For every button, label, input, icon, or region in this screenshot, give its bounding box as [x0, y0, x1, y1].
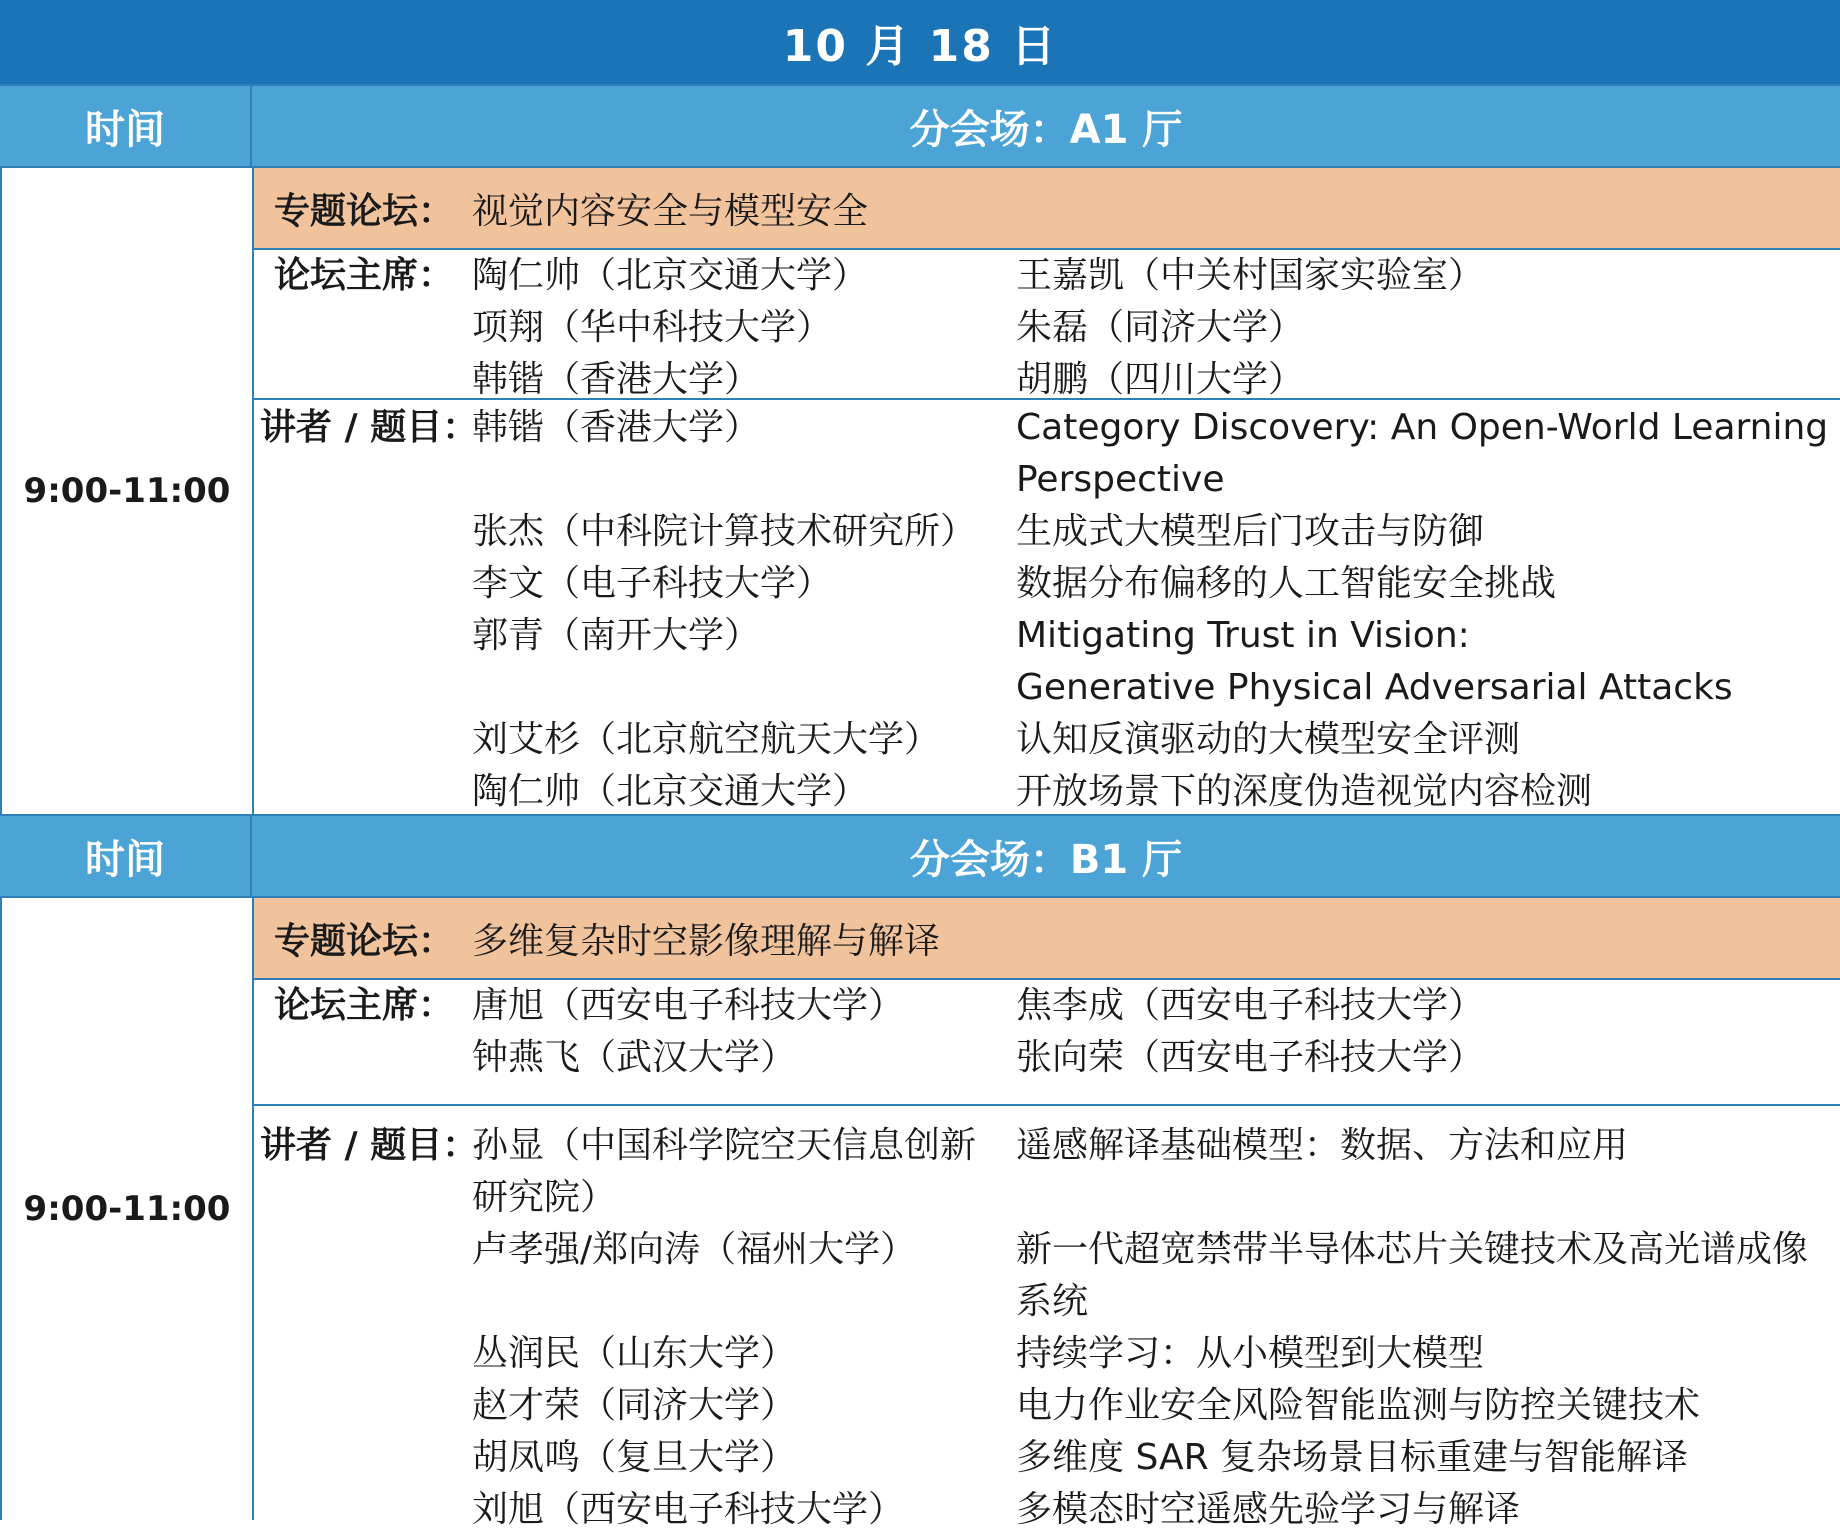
talk-title: Category Discovery: An Open-World Learning [1016, 407, 1829, 448]
speaker-name: 张杰（中科院计算技术研究所） [472, 511, 977, 552]
talk-title: Generative Physical Adversarial Attacks [1016, 667, 1733, 708]
chair-name: 张向荣（西安电子科技大学） [1016, 1037, 1485, 1078]
chair-name: 朱磊（同济大学） [1016, 307, 1305, 348]
session-a1 [0, 84, 1840, 814]
session-body [0, 168, 1840, 814]
speaker-name: 刘旭（西安电子科技大学） [472, 1489, 905, 1530]
speakers-label: 讲者 / 题目： [260, 407, 479, 448]
topic-title: 视觉内容安全与模型安全 [472, 190, 869, 232]
session-content [254, 898, 1840, 1530]
topic-title: 多维复杂时空影像理解与解译 [472, 920, 941, 962]
speaker-name: 刘艾杉（北京航空航天大学） [472, 719, 941, 760]
talk-title: 遥感解译基础模型：数据、方法和应用 [1016, 1125, 1629, 1166]
chair-name: 韩锴（香港大学） [472, 359, 761, 400]
speaker-name: 韩锴（香港大学） [472, 407, 761, 448]
talk-title: 多模态时空遥感先验学习与解译 [1016, 1489, 1521, 1530]
speaker-name: 研究院） [472, 1177, 617, 1218]
talk-title: 生成式大模型后门攻击与防御 [1016, 511, 1485, 552]
talk-title: 持续学习：从小模型到大模型 [1016, 1333, 1485, 1374]
speaker-name: 丛润民（山东大学） [472, 1333, 797, 1374]
talk-title: 电力作业安全风险智能监测与防控关键技术 [1016, 1385, 1701, 1426]
talk-title: 数据分布偏移的人工智能安全挑战 [1016, 563, 1557, 604]
time-column-header: 时间 [0, 86, 252, 166]
talk-title: 开放场景下的深度伪造视觉内容检测 [1016, 771, 1593, 812]
talk-title: 多维度 SAR 复杂场景目标重建与智能解译 [1016, 1437, 1689, 1478]
chairs-label: 论坛主席： [274, 985, 455, 1026]
talk-title: 系统 [1016, 1281, 1089, 1322]
speaker-name: 胡凤鸣（复旦大学） [472, 1437, 797, 1478]
topic-bar [254, 898, 1840, 980]
chair-name: 唐旭（西安电子科技大学） [472, 985, 905, 1026]
chairs-block [254, 980, 1840, 1106]
session-body [0, 898, 1840, 1530]
session-time: 9:00-11:00 [2, 168, 254, 814]
chair-name: 钟燕飞（武汉大学） [472, 1037, 797, 1078]
speakers-block [254, 1106, 1840, 1530]
speaker-name: 李文（电子科技大学） [472, 563, 833, 604]
chairs-label: 论坛主席： [274, 255, 455, 296]
venue-header-row [0, 814, 1840, 898]
venue-name: 分会场：B1 厅 [909, 836, 1183, 883]
date-header: 10 月 18 日 [0, 0, 1840, 84]
chairs-block [254, 250, 1840, 400]
talk-title: 新一代超宽禁带半导体芯片关键技术及高光谱成像 [1016, 1229, 1809, 1270]
talk-title: Perspective [1016, 459, 1225, 500]
talk-title: Mitigating Trust in Vision: [1016, 615, 1470, 656]
speakers-block [254, 400, 1840, 814]
speaker-name: 郭青（南开大学） [472, 615, 761, 656]
session-b1 [0, 814, 1840, 1530]
topic-label: 专题论坛： [274, 920, 455, 962]
speaker-name: 陶仁帅（北京交通大学） [472, 771, 869, 812]
speaker-name: 赵才荣（同济大学） [472, 1385, 797, 1426]
speakers-label: 讲者 / 题目： [260, 1125, 479, 1166]
time-column-header: 时间 [0, 816, 252, 896]
speaker-name: 卢孝强/郑向涛（福州大学） [472, 1229, 917, 1270]
topic-label: 专题论坛： [274, 190, 455, 232]
venue-name: 分会场：A1 厅 [909, 106, 1183, 153]
session-time: 9:00-11:00 [2, 898, 254, 1520]
chair-name: 焦李成（西安电子科技大学） [1016, 985, 1485, 1026]
chair-name: 胡鹏（四川大学） [1016, 359, 1305, 400]
chair-name: 项翔（华中科技大学） [472, 307, 833, 348]
venue-header-row [0, 84, 1840, 168]
speaker-name: 孙显（中国科学院空天信息创新 [472, 1125, 977, 1166]
chair-name: 王嘉凯（中关村国家实验室） [1016, 255, 1485, 296]
chair-name: 陶仁帅（北京交通大学） [472, 255, 869, 296]
talk-title: 认知反演驱动的大模型安全评测 [1016, 719, 1521, 760]
topic-bar [254, 168, 1840, 250]
session-content [254, 168, 1840, 814]
